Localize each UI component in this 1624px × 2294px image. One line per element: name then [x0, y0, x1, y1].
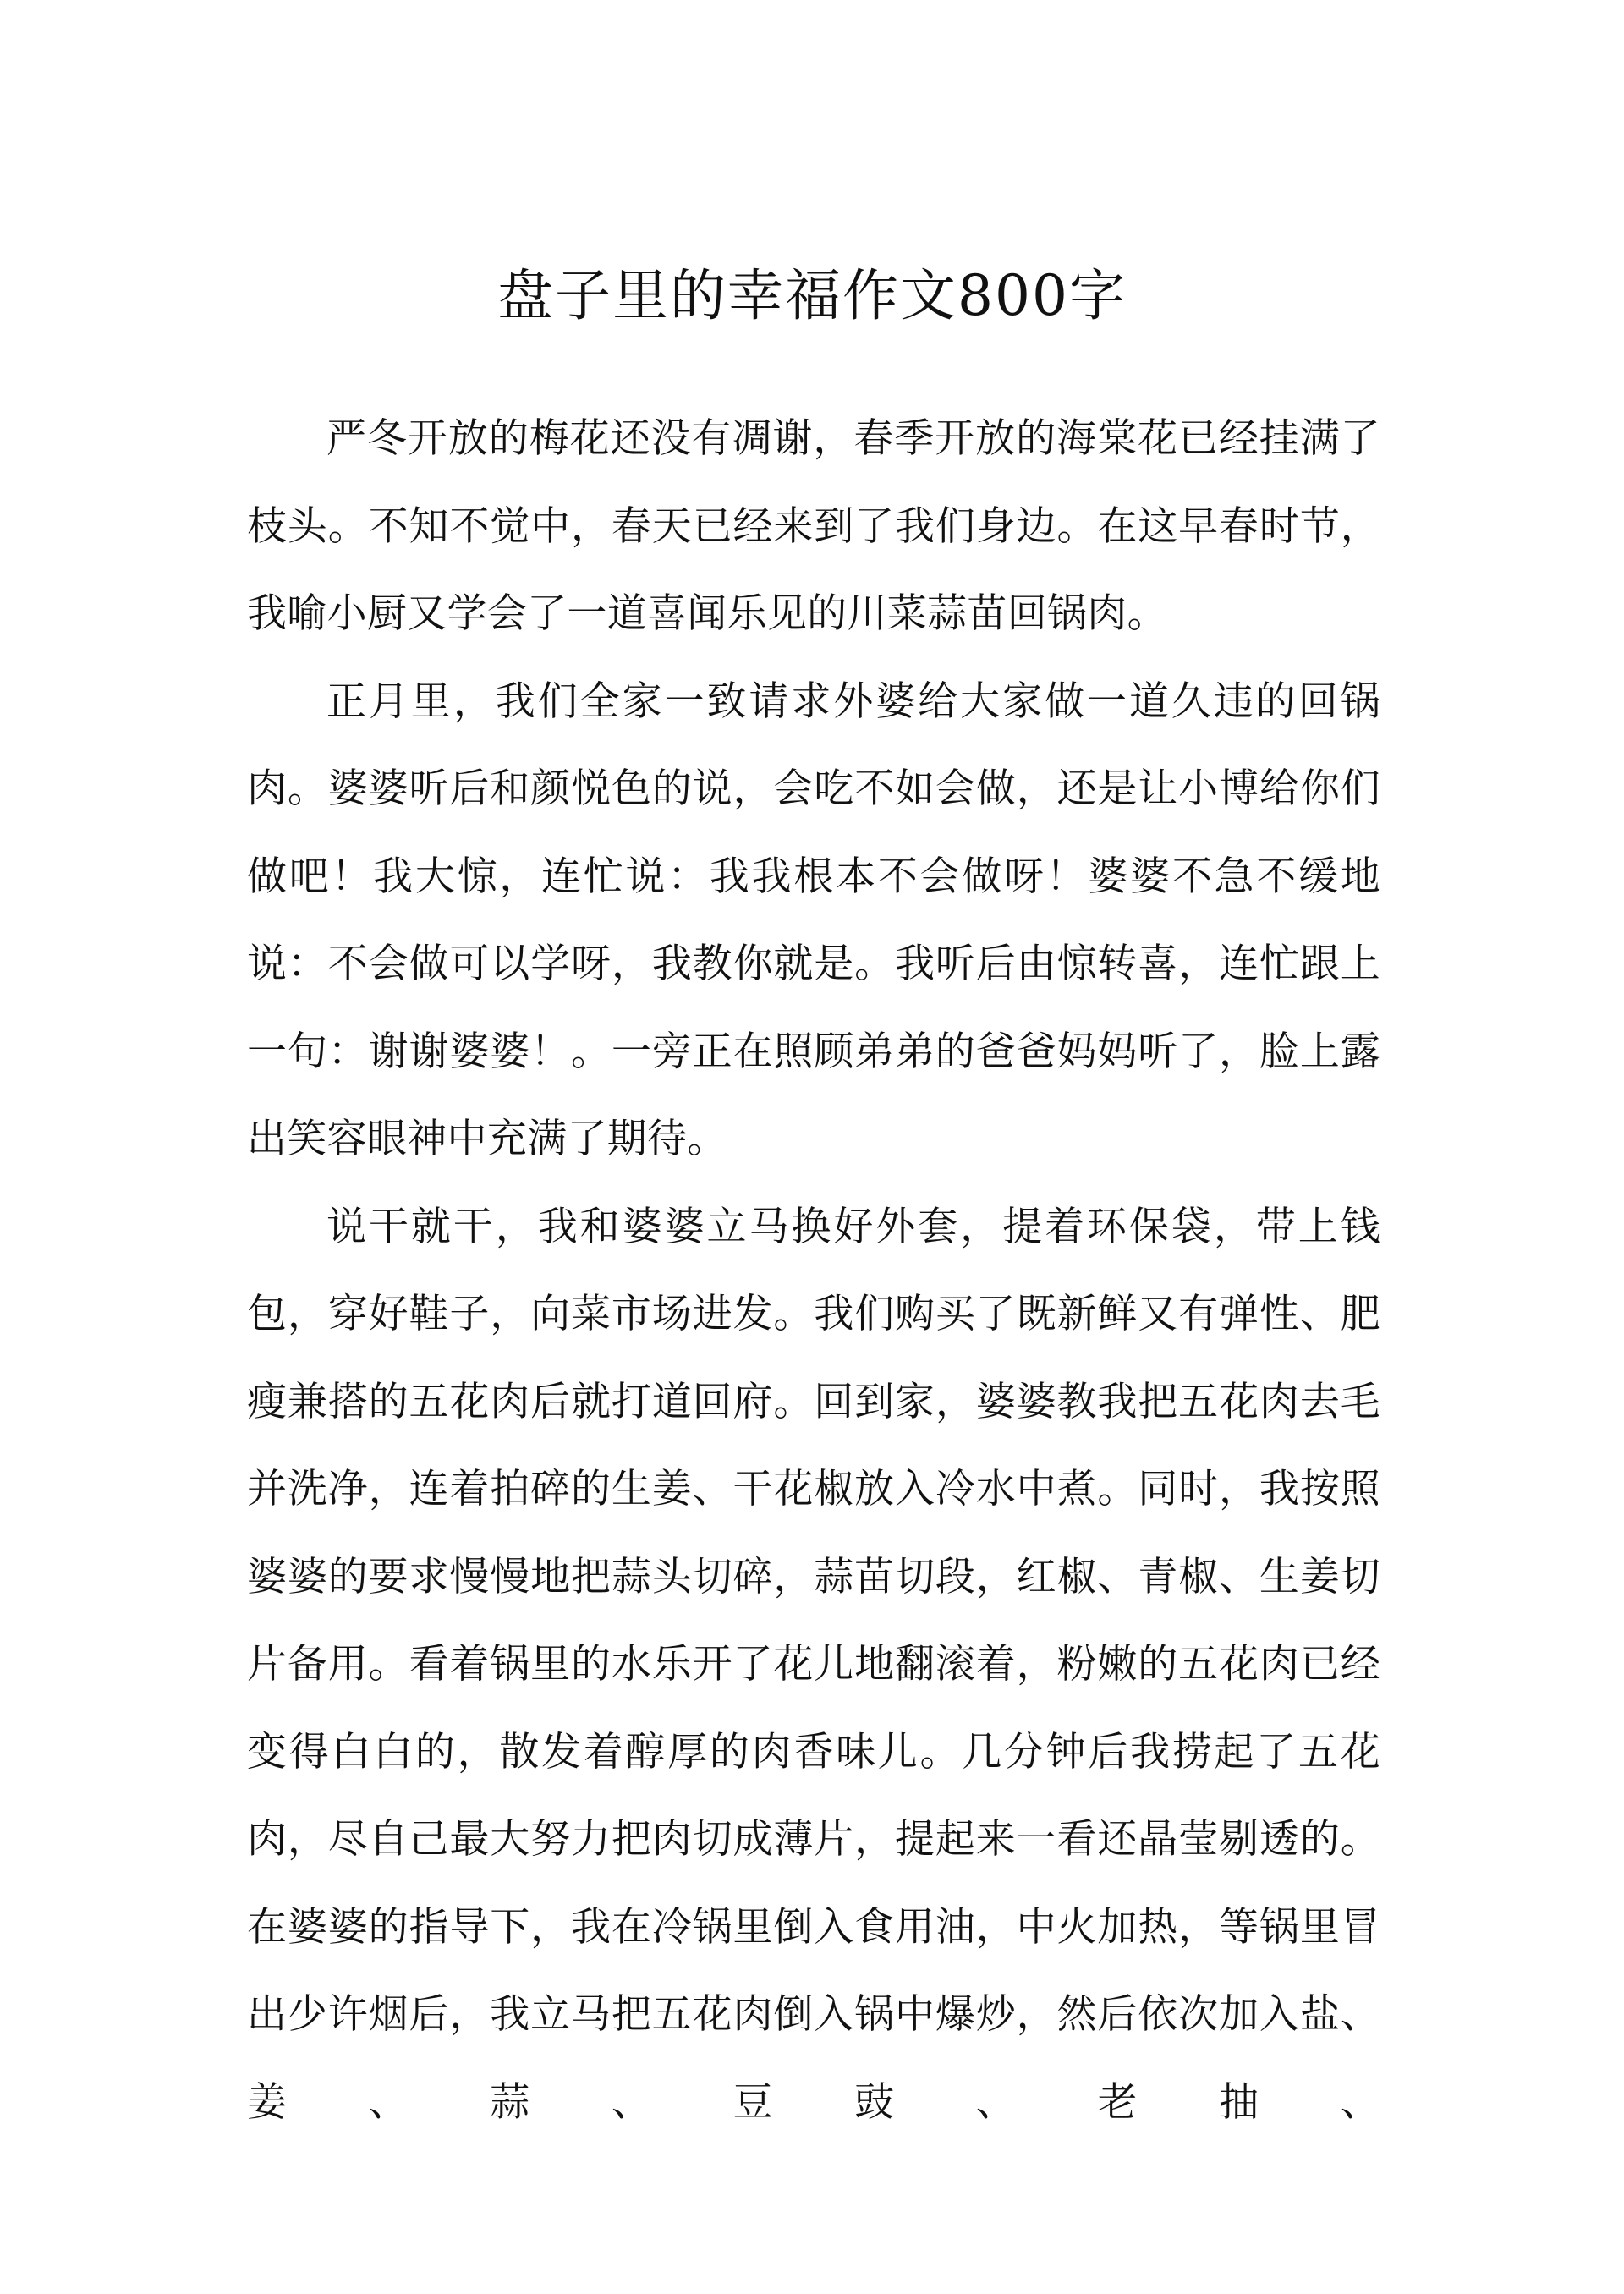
- paragraph-2: 正月里，我们全家一致请求外婆给大家做一道久违的回锅肉。婆婆听后和颜悦色的说，会吃不如会做，还是让小博给你们做吧！我大惊，连忙说：我我根本不会做呀！婆婆不急不缓地说：不会做可以学呀，我教你就是。我听后由惊转喜，连忙跟上一句：谢谢婆婆！。一旁正在照顾弟弟的爸爸妈妈听了，脸上露出笑容眼神中充满了期待。: [247, 678, 1380, 1162]
- document-body: [247, 395, 1380, 2146]
- paragraph-1: 严冬开放的梅花还没有凋谢，春季开放的海棠花已经挂满了枝头。不知不觉中，春天已经来到了我们身边。在这早春时节，我喻小厨又学会了一道喜闻乐见的川菜蒜苗回锅肉。: [247, 415, 1380, 637]
- paragraph-3: 说干就干，我和婆婆立马换好外套，提着环保袋，带上钱包，穿好鞋子，向菜市场进发。我们购买了既新鲜又有弹性、肥瘦兼搭的五花肉后就打道回府。回到家，婆婆教我把五花肉去毛并洗净，连着拍碎的生姜、干花椒放入冷水中煮。同时，我按照婆婆的要求慢慢地把蒜头切碎，蒜苗切段，红椒、青椒、生姜切片备用。看着锅里的水乐开了花儿地翻滚着，粉嫩的五花肉已经变得白白的，散发着醇厚的肉香味儿。几分钟后我捞起了五花肉，尽自己最大努力把肉切成薄片，提起来一看还晶莹剔透的。在婆婆的指导下，我在冷锅里倒入食用油，中火加热，等锅里冒出少许烟后，我立马把五花肉倒入锅中爆炒，然后依次加入盐、姜、蒜、豆豉、老抽、: [247, 1203, 1380, 2126]
- document-title: 盘子里的幸福作文800字: [497, 263, 1127, 328]
